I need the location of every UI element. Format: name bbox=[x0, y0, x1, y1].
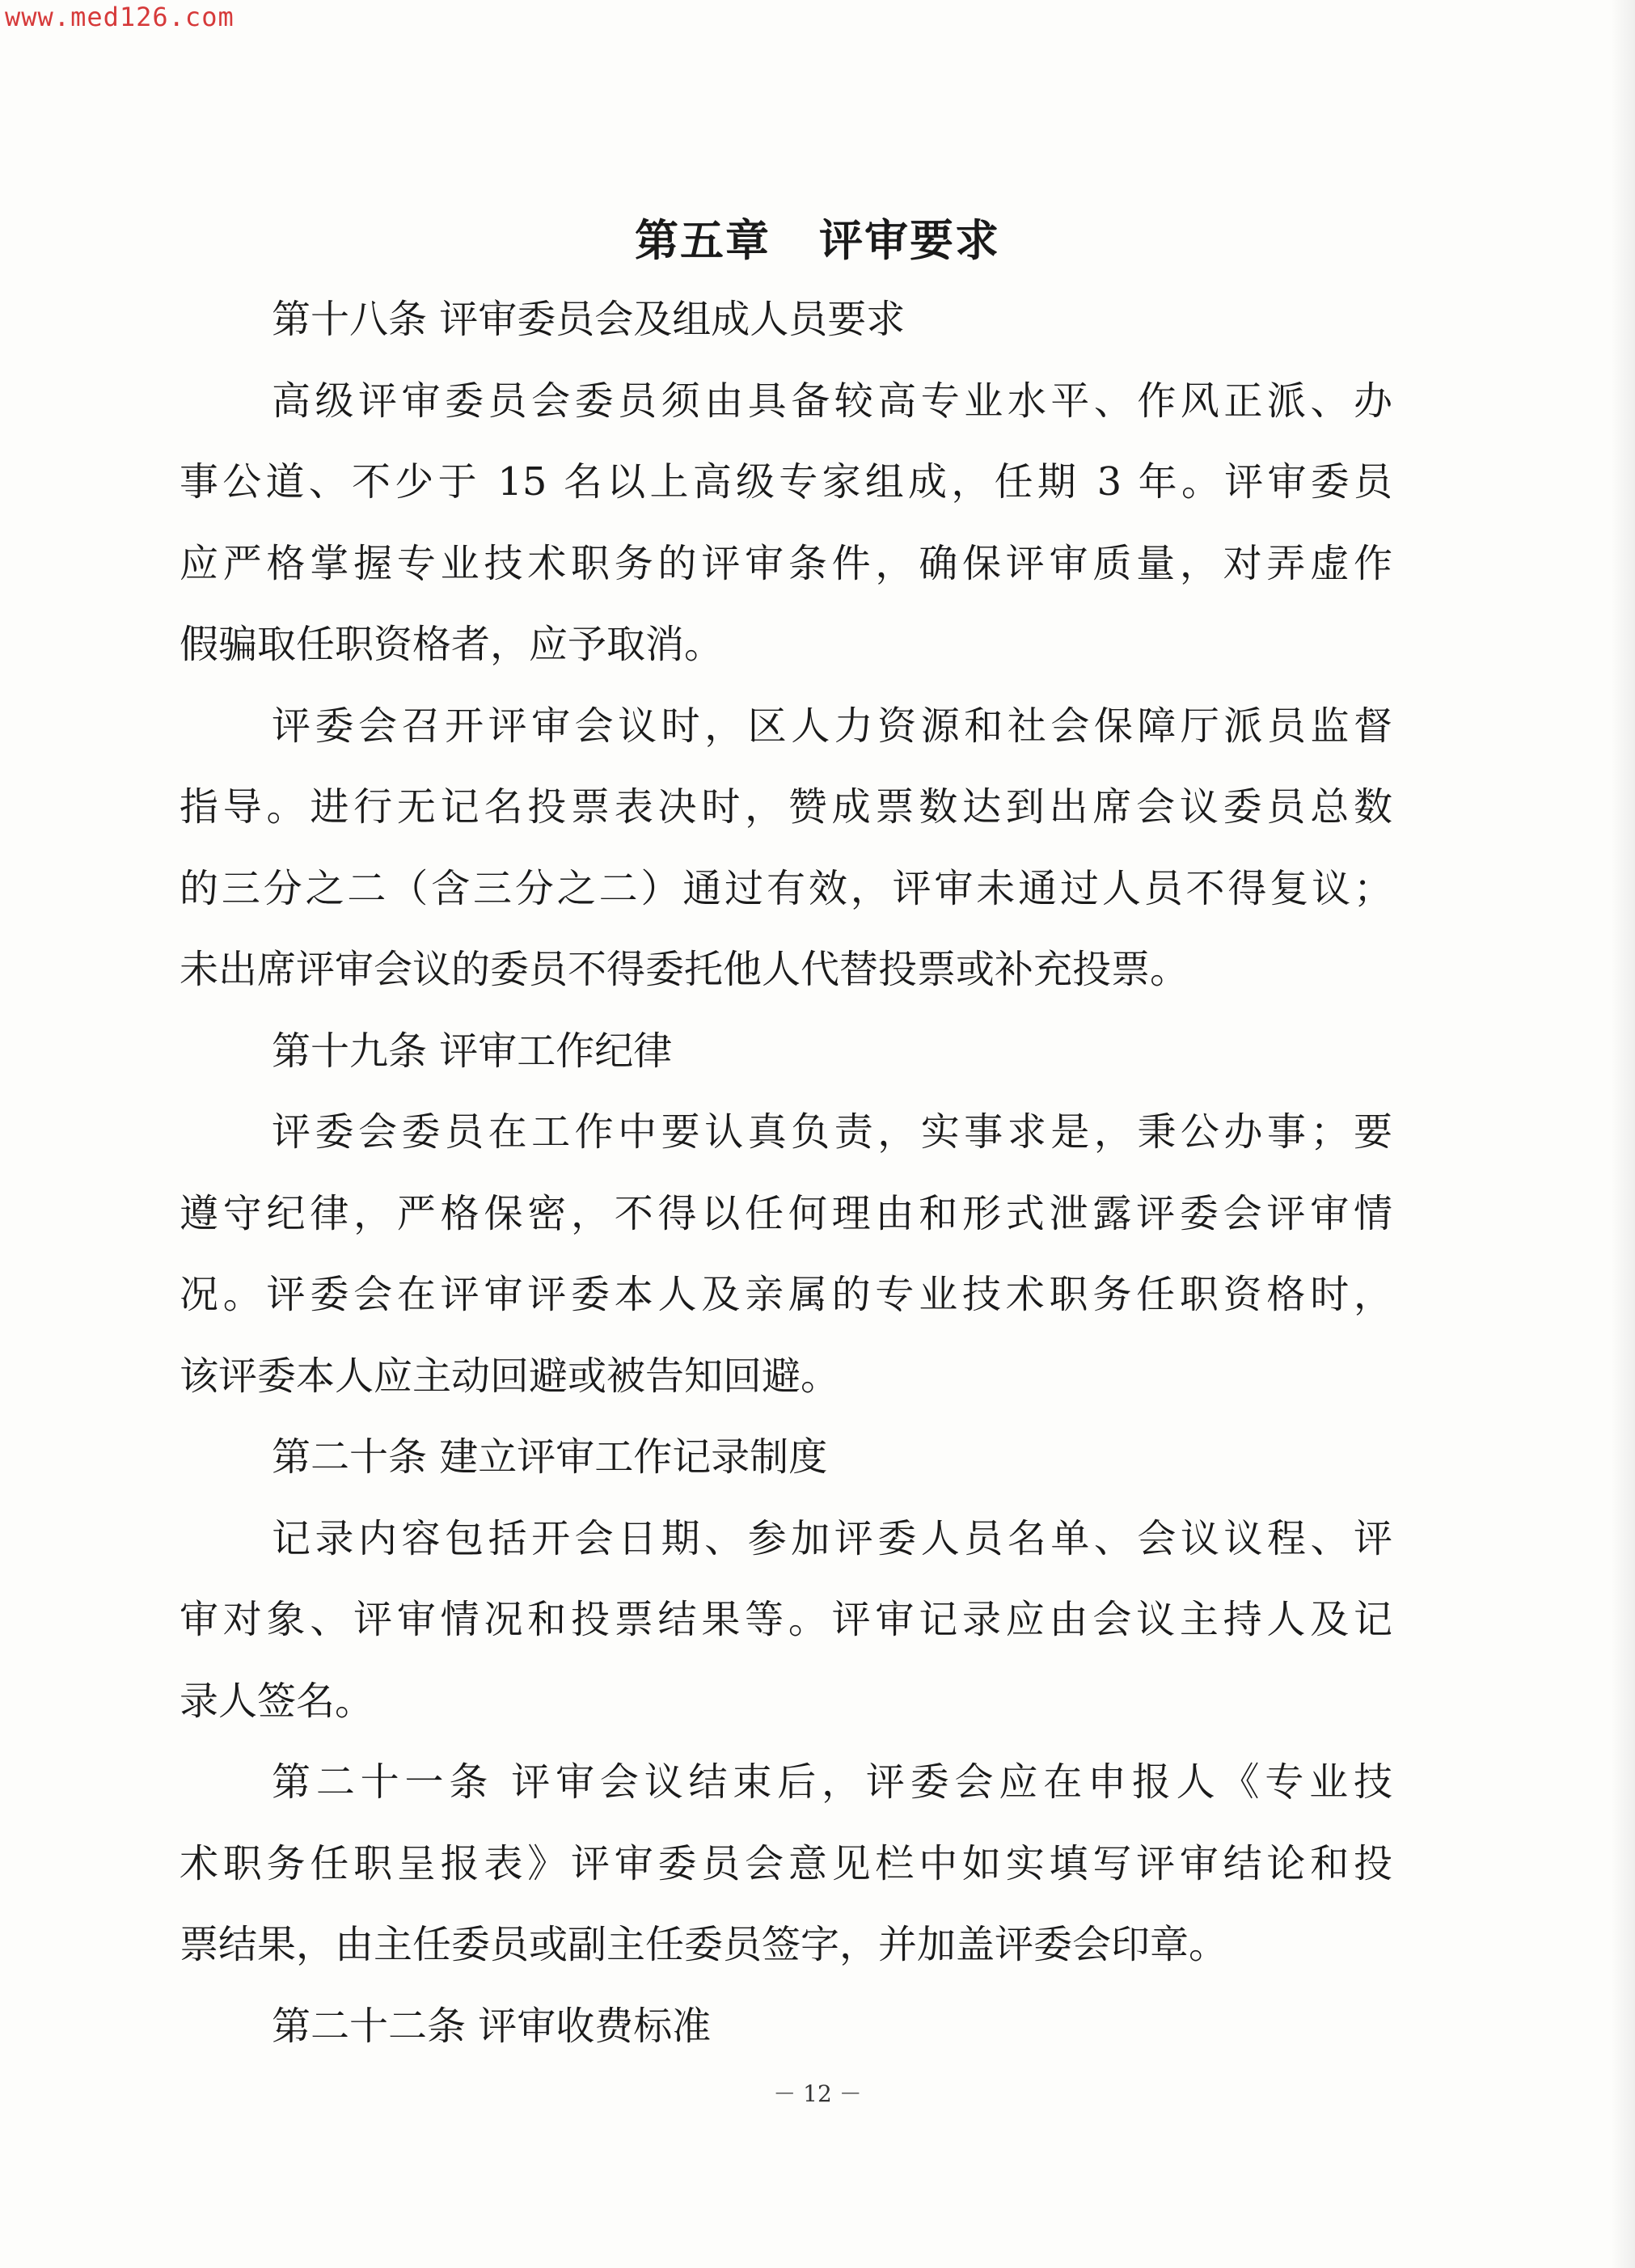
paragraph-line: 录人签名。 bbox=[180, 1678, 374, 1724]
chapter-number: 第五章 bbox=[635, 215, 771, 266]
article-21-line: 第二十一条 评审会议结束后，评委会应在申报人《专业技 bbox=[272, 1759, 1392, 1805]
paragraph-line: 评委会委员在工作中要认真负责，实事求是，秉公办事；要 bbox=[272, 1109, 1392, 1155]
paragraph-line: 假骗取任职资格者，应予取消。 bbox=[180, 622, 724, 667]
chapter-title: 评审要求 bbox=[819, 215, 1000, 266]
watermark-url: www.med126.com bbox=[5, 2, 234, 32]
paragraph-line: 术职务任职呈报表》评审委员会意见栏中如实填写评审结论和投 bbox=[180, 1840, 1392, 1886]
paragraph-line: 记录内容包括开会日期、参加评委人员名单、会议议程、评 bbox=[272, 1515, 1392, 1561]
paragraph-line: 事公道、不少于 15 名以上高级专家组成，任期 3 年。评审委员 bbox=[180, 459, 1392, 505]
paragraph-line: 票结果，由主任委员或副主任委员签字，并加盖评委会印章。 bbox=[180, 1922, 1228, 1967]
paragraph-line: 遵守纪律，严格保密，不得以任何理由和形式泄露评委会评审情 bbox=[180, 1190, 1392, 1236]
document-body bbox=[180, 279, 1392, 2067]
paragraph-line: 的三分之二（含三分之二）通过有效，评审未通过人员不得复议； bbox=[180, 865, 1392, 911]
paragraph-line: 况。评委会在评审评委本人及亲属的专业技术职务任职资格时， bbox=[180, 1272, 1392, 1317]
page-number: － 12 － bbox=[773, 2080, 862, 2107]
article-18-heading: 第十八条 评审委员会及组成人员要求 bbox=[272, 297, 906, 342]
paragraph-line: 指导。进行无记名投票表决时，赞成票数达到出席会议委员总数 bbox=[180, 784, 1392, 830]
article-20-heading: 第二十条 建立评审工作记录制度 bbox=[272, 1434, 828, 1480]
paragraph-line: 该评委本人应主动回避或被告知回避。 bbox=[180, 1353, 840, 1399]
paragraph-line: 高级评审委员会委员须由具备较高专业水平、作风正派、办 bbox=[272, 378, 1392, 424]
article-19-heading: 第十九条 评审工作纪律 bbox=[272, 1028, 673, 1074]
paragraph-line: 未出席评审会议的委员不得委托他人代替投票或补充投票。 bbox=[180, 947, 1189, 992]
page-edge-shadow bbox=[1611, 0, 1635, 2268]
article-22-heading: 第二十二条 评审收费标准 bbox=[272, 2003, 712, 2049]
paragraph-line: 评委会召开评审会议时，区人力资源和社会保障厅派员监督 bbox=[272, 703, 1392, 749]
paragraph-line: 应严格掌握专业技术职务的评审条件，确保评审质量，对弄虚作 bbox=[180, 540, 1392, 586]
chapter-heading bbox=[0, 206, 1635, 268]
paragraph-line: 审对象、评审情况和投票结果等。评审记录应由会议主持人及记 bbox=[180, 1597, 1392, 1642]
